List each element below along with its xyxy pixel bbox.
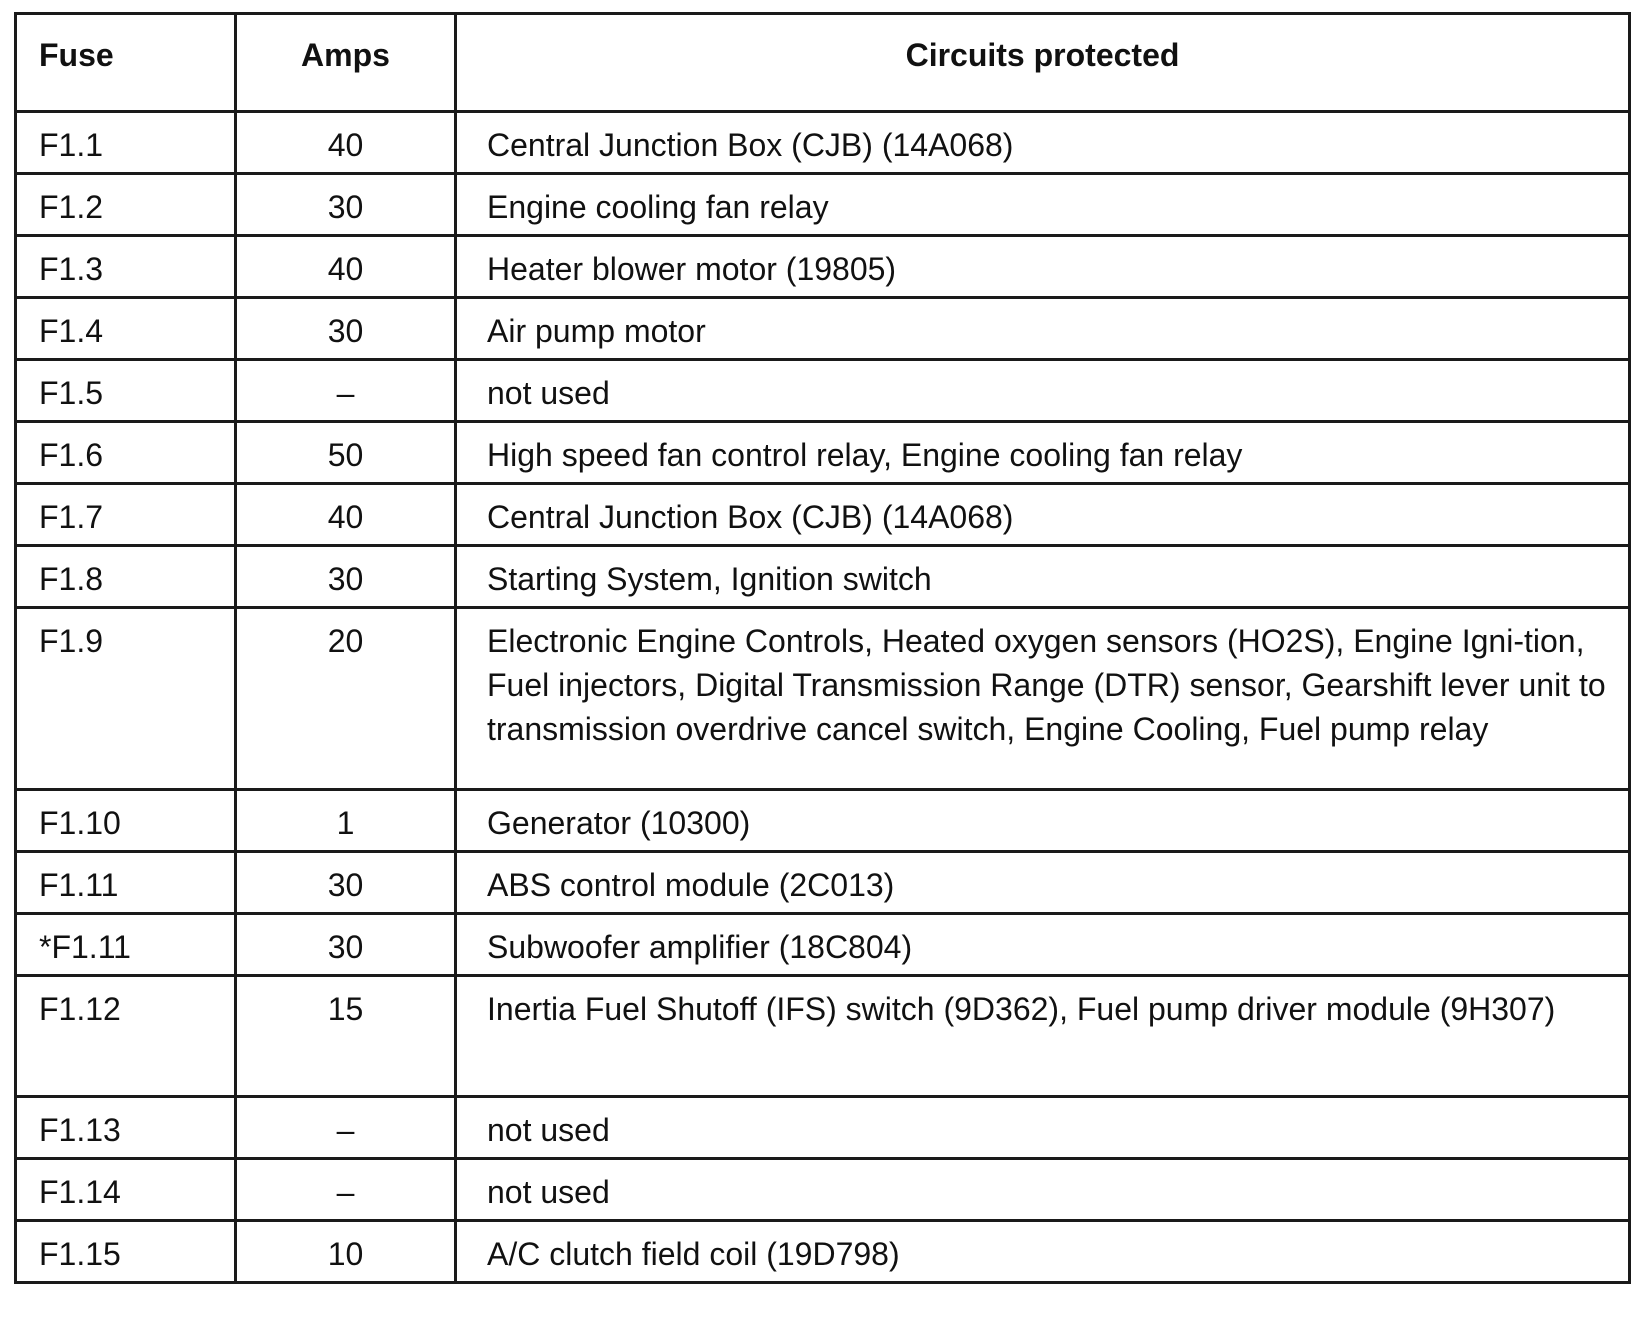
table-row xyxy=(16,484,1630,546)
circuits-cell: Starting System, Ignition switch xyxy=(456,546,1630,608)
circuits-cell: Engine cooling fan relay xyxy=(456,174,1630,236)
fuse-table xyxy=(14,12,1631,1284)
amps-cell: 40 xyxy=(236,236,456,298)
fuse-cell: F1.2 xyxy=(16,174,236,236)
circuits-cell: not used xyxy=(456,1097,1630,1159)
fuse-cell: F1.9 xyxy=(16,608,236,790)
table-row xyxy=(16,1097,1630,1159)
fuse-cell: F1.10 xyxy=(16,790,236,852)
table-row xyxy=(16,298,1630,360)
table-row xyxy=(16,174,1630,236)
amps-cell: 30 xyxy=(236,298,456,360)
circuits-cell: Air pump motor xyxy=(456,298,1630,360)
fuse-cell: F1.1 xyxy=(16,112,236,174)
table-row xyxy=(16,360,1630,422)
fuse-cell: F1.13 xyxy=(16,1097,236,1159)
amps-cell: 40 xyxy=(236,112,456,174)
amps-cell: 50 xyxy=(236,422,456,484)
amps-cell: 40 xyxy=(236,484,456,546)
table-row xyxy=(16,608,1630,790)
amps-cell: 30 xyxy=(236,852,456,914)
table-row xyxy=(16,852,1630,914)
header-row xyxy=(16,14,1630,112)
circuits-cell: High speed fan control relay, Engine cooling fan relay xyxy=(456,422,1630,484)
amps-cell: 30 xyxy=(236,546,456,608)
circuits-cell: Inertia Fuel Shutoff (IFS) switch (9D362), Fuel pump driver module (9H307) xyxy=(456,976,1630,1097)
circuits-cell: A/C clutch field coil (19D798) xyxy=(456,1221,1630,1283)
amps-cell: – xyxy=(236,1159,456,1221)
fuse-cell: F1.11 xyxy=(16,852,236,914)
table-row xyxy=(16,546,1630,608)
amps-cell: 20 xyxy=(236,608,456,790)
header-circuits: Circuits protected xyxy=(456,14,1630,112)
amps-cell: 30 xyxy=(236,914,456,976)
fuse-cell: F1.5 xyxy=(16,360,236,422)
fuse-cell: F1.8 xyxy=(16,546,236,608)
fuse-cell: F1.12 xyxy=(16,976,236,1097)
table-row xyxy=(16,976,1630,1097)
circuits-cell: Central Junction Box (CJB) (14A068) xyxy=(456,112,1630,174)
header-amps: Amps xyxy=(236,14,456,112)
circuits-cell: ABS control module (2C013) xyxy=(456,852,1630,914)
fuse-cell: F1.7 xyxy=(16,484,236,546)
circuits-cell: not used xyxy=(456,360,1630,422)
fuse-cell: F1.6 xyxy=(16,422,236,484)
table-row xyxy=(16,1221,1630,1283)
amps-cell: 10 xyxy=(236,1221,456,1283)
circuits-cell: Central Junction Box (CJB) (14A068) xyxy=(456,484,1630,546)
table-row xyxy=(16,236,1630,298)
fuse-cell: F1.15 xyxy=(16,1221,236,1283)
circuits-cell: Electronic Engine Controls, Heated oxygen sensors (HO2S), Engine Igni-tion, Fuel injectors, Digital Transmission Range (DTR) sensor, Gearshift lever unit to transmission overdrive cancel switch, Engine Cooling, Fuel pump relay xyxy=(456,608,1630,790)
table-row xyxy=(16,1159,1630,1221)
table-row xyxy=(16,790,1630,852)
circuits-cell: Heater blower motor (19805) xyxy=(456,236,1630,298)
amps-cell: 15 xyxy=(236,976,456,1097)
fuse-cell: F1.14 xyxy=(16,1159,236,1221)
circuits-cell: not used xyxy=(456,1159,1630,1221)
amps-cell: – xyxy=(236,1097,456,1159)
table-row xyxy=(16,914,1630,976)
fuse-cell: *F1.11 xyxy=(16,914,236,976)
circuits-cell: Subwoofer amplifier (18C804) xyxy=(456,914,1630,976)
header-fuse: Fuse xyxy=(16,14,236,112)
amps-cell: 30 xyxy=(236,174,456,236)
amps-cell: 1 xyxy=(236,790,456,852)
circuits-cell: Generator (10300) xyxy=(456,790,1630,852)
amps-cell: – xyxy=(236,360,456,422)
fuse-cell: F1.3 xyxy=(16,236,236,298)
table-row xyxy=(16,112,1630,174)
fuse-cell: F1.4 xyxy=(16,298,236,360)
table-row xyxy=(16,422,1630,484)
